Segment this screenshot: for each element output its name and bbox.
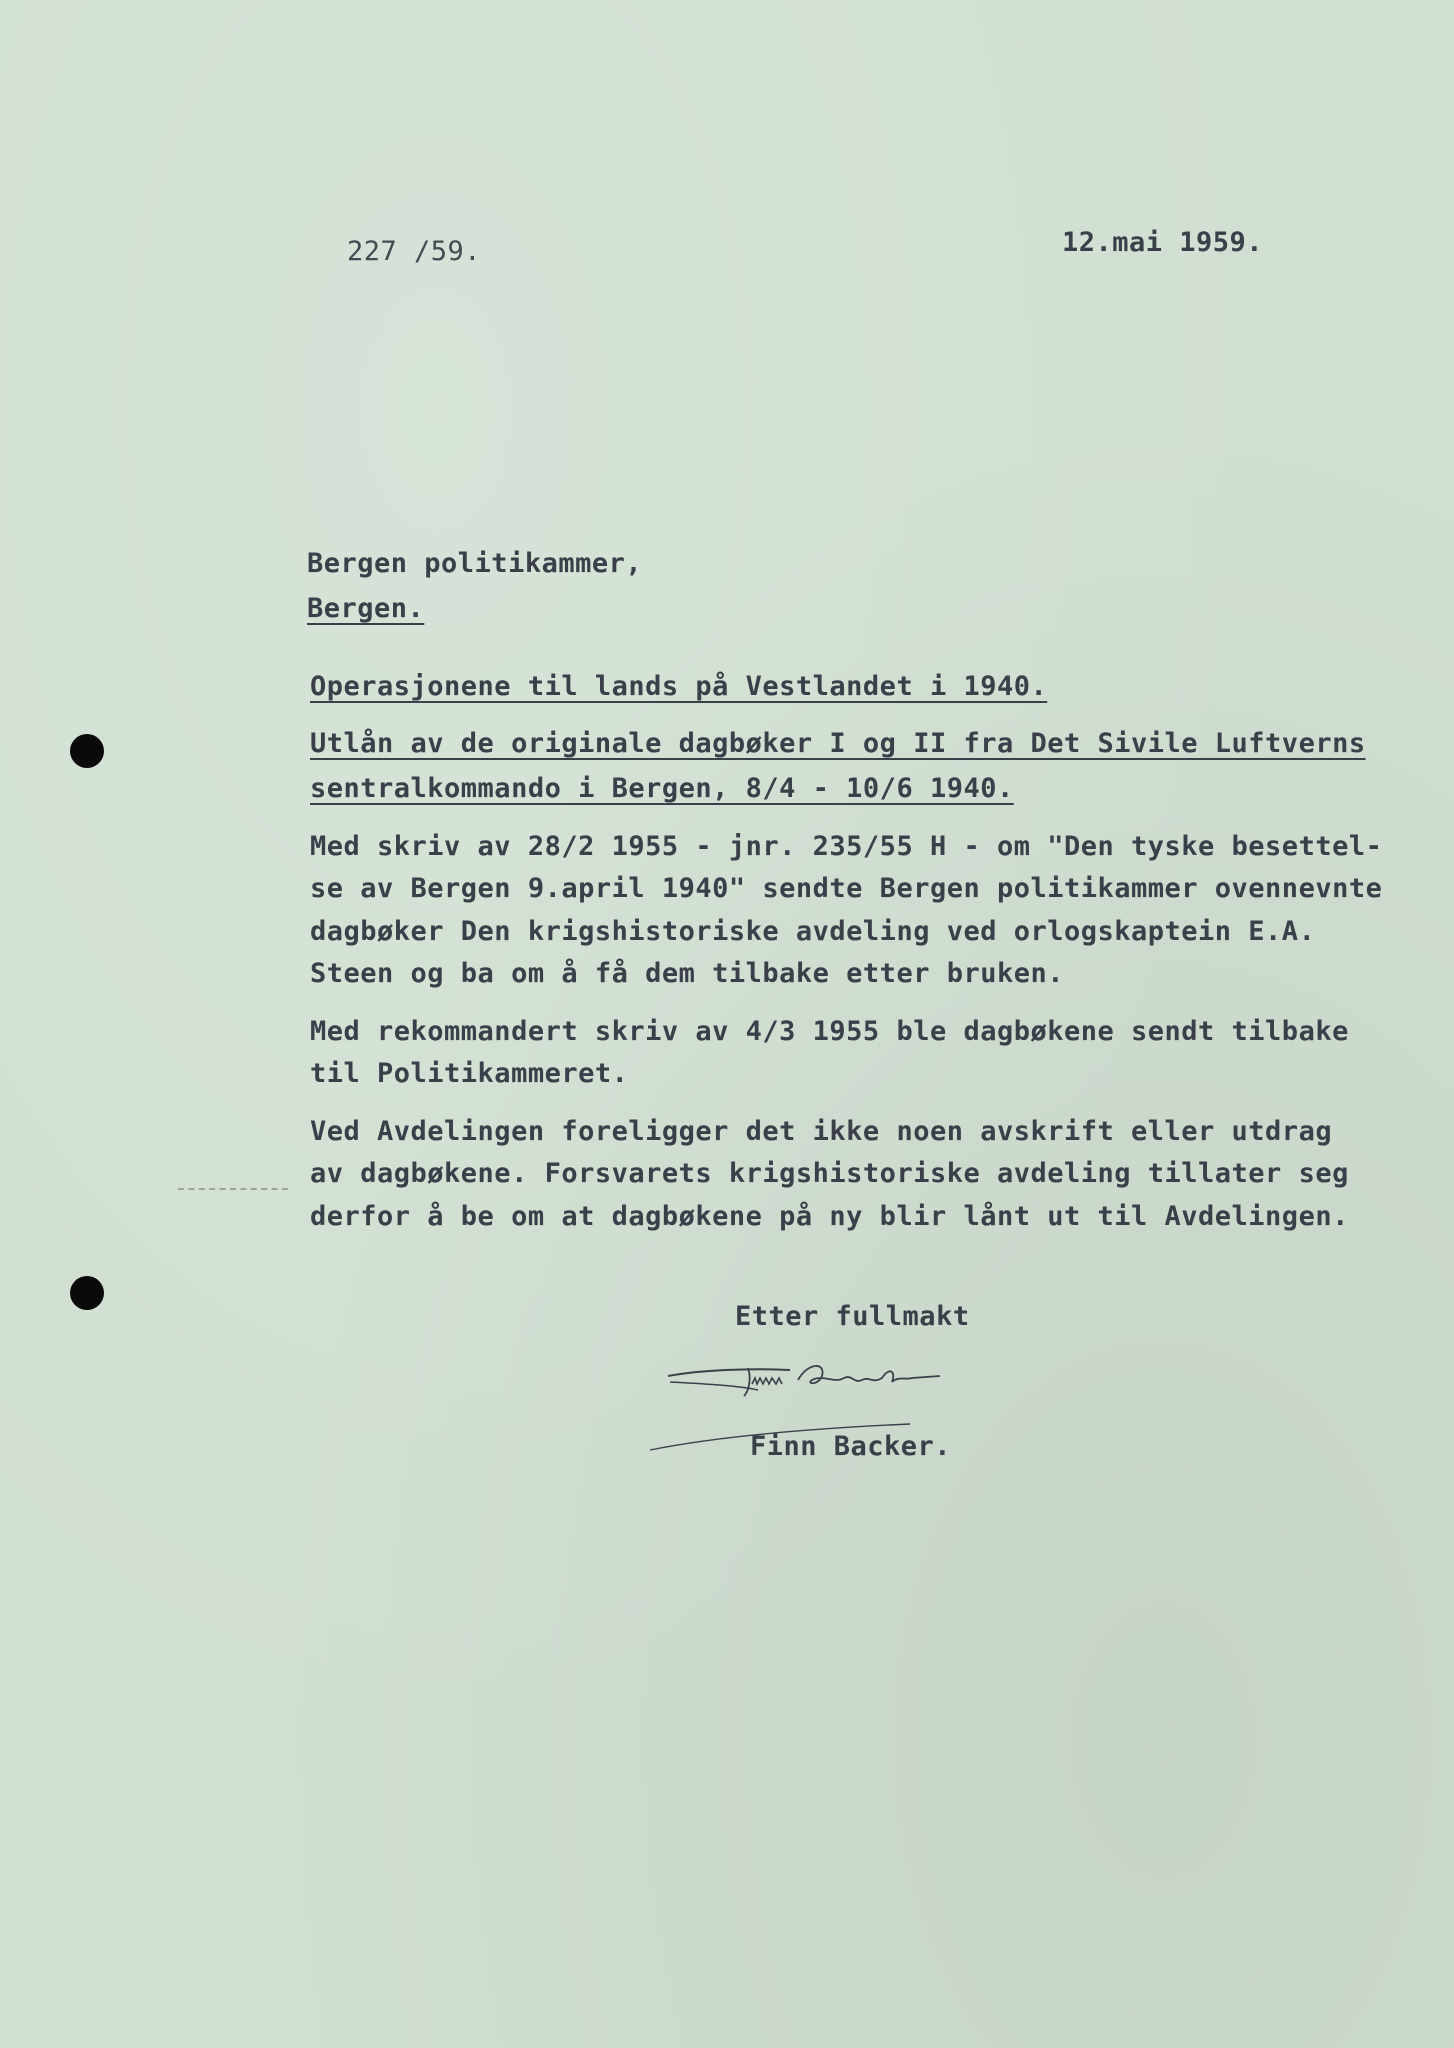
punch-hole-icon (70, 1276, 104, 1310)
subject-line-1: Operasjonene til lands på Vestlandet i 1940. (310, 671, 1048, 702)
body-line: Steen og ba om å få dem tilbake etter bruken. (310, 958, 1064, 989)
recipient-line-2: Bergen. (307, 593, 425, 624)
body-line: Ved Avdelingen foreligger det ikke noen avskrift eller utdrag (310, 1116, 1333, 1147)
body-line: dagbøker Den krigshistoriske avdeling ved orlogskaptein E.A. (310, 916, 1316, 947)
punch-hole-icon (70, 734, 104, 768)
body-line: se av Bergen 9.april 1940" sendte Bergen politikammer ovennevnte (310, 873, 1383, 904)
signer-name: Finn Backer. (750, 1431, 952, 1462)
closing-phrase: Etter fullmakt (735, 1301, 970, 1332)
subject-line-3: sentralkommando i Bergen, 8/4 - 10/6 1940. (310, 773, 1014, 804)
subject-line-2: Utlån av de originale dagbøker I og II fra Det Sivile Luftverns (310, 728, 1366, 759)
body-line: derfor å be om at dagbøkene på ny blir lånt ut til Avdelingen. (310, 1201, 1349, 1232)
body-line: til Politikammeret. (310, 1058, 629, 1089)
recipient-line-1: Bergen politikammer, (307, 548, 643, 579)
body-line: Med rekommandert skriv av 4/3 1955 ble dagbøkene sendt tilbake (310, 1016, 1349, 1047)
body-line: av dagbøkene. Forsvarets krigshistoriske avdeling tillater seg (310, 1158, 1349, 1189)
letter-date: 12.mai 1959. (1062, 227, 1264, 258)
body-line: Med skriv av 28/2 1955 - jnr. 235/55 H - om "Den tyske besettel- (310, 831, 1383, 862)
reference-number: 227 /59. (347, 236, 482, 267)
margin-mark (178, 1188, 288, 1190)
